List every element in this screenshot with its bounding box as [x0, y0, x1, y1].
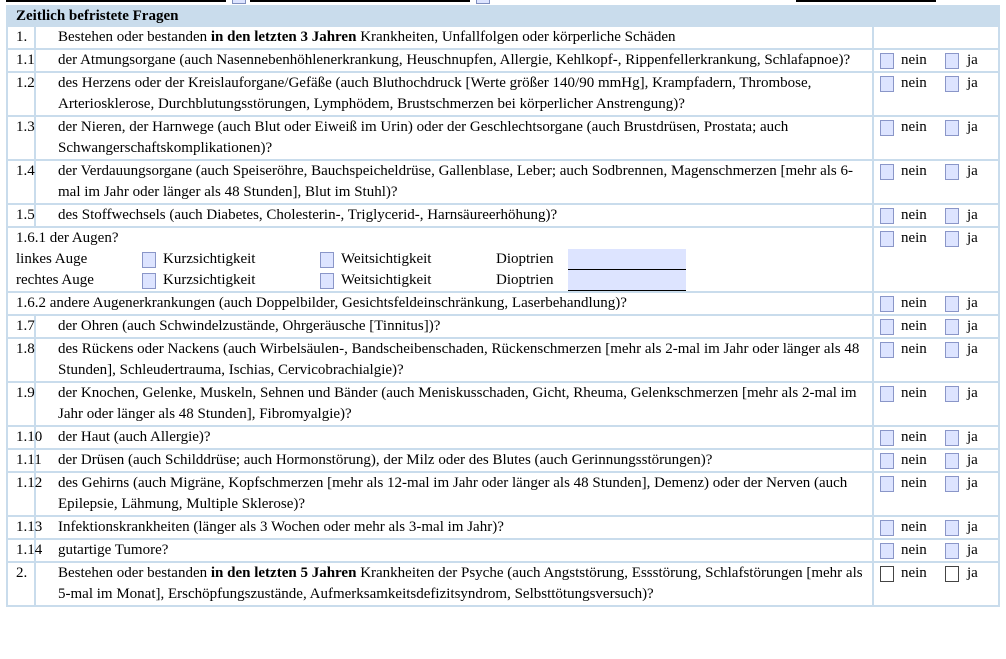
question-number: 1.13 — [7, 516, 35, 539]
diopters-label: Dioptrien — [496, 272, 554, 288]
question-number: 2. — [7, 562, 35, 606]
question-text: der Verdauungsorgane (auch Speiseröhre, Bauchspeicheldrüse, Gallenblase, Leber; auch Sodbrennen, Magenschmerzen [mehr als 6-mal im Jahr oder länger als 48 Stunden], Blut im Stuhl)? — [35, 160, 873, 204]
yes-label: ja — [966, 295, 978, 311]
no-checkbox[interactable] — [880, 543, 894, 559]
question-text: des Stoffwechsels (auch Diabetes, Cholesterin-, Triglycerid-, Harnsäureerhöhung)? — [35, 204, 873, 227]
answer-cell — [873, 449, 999, 472]
question-text: der Knochen, Gelenke, Muskeln, Sehnen und Bänder (auch Meniskusschaden, Gicht, Rheuma, Gelenkschmerzen [mehr als 2-mal im Jahr oder länger als 48 Stunden], Fibromyalgie)? — [35, 382, 873, 426]
question-number: 1.2 — [7, 72, 35, 116]
question-text: Infektionskrankheiten (länger als 3 Wochen oder mehr als 3-mal im Jahr)? — [35, 516, 873, 539]
no-checkbox[interactable] — [880, 76, 894, 92]
no-checkbox[interactable] — [880, 342, 894, 358]
question-row — [7, 449, 999, 472]
answer-cell — [873, 382, 999, 426]
question-text: der Ohren (auch Schwindelzustände, Ohrgeräusche [Tinnitus])? — [35, 315, 873, 338]
no-checkbox[interactable] — [880, 296, 894, 312]
question-text: gutartige Tumore? — [35, 539, 873, 562]
question-text: des Gehirns (auch Migräne, Kopfschmerzen [mehr als 12-mal im Jahr oder länger als 48 Stunden], Demenz) oder der Nerven (auch Epilepsie, Lähmung, Multiple Sklerose)? — [35, 472, 873, 516]
right-eye-label: rechtes Auge — [16, 272, 94, 288]
yes-label: ja — [966, 52, 978, 68]
question-row — [7, 382, 999, 426]
yes-checkbox[interactable] — [945, 208, 959, 224]
yes-checkbox[interactable] — [945, 566, 959, 582]
no-checkbox[interactable] — [880, 231, 894, 247]
question-number: 1.4 — [7, 160, 35, 204]
no-label: nein — [900, 429, 927, 445]
no-checkbox[interactable] — [880, 53, 894, 69]
partial-checkbox[interactable] — [232, 0, 246, 4]
right-diopters-input[interactable] — [568, 270, 686, 291]
yes-checkbox[interactable] — [945, 296, 959, 312]
question-row — [7, 472, 999, 516]
yes-label: ja — [966, 429, 978, 445]
answer-cell — [873, 227, 999, 292]
yes-checkbox[interactable] — [945, 76, 959, 92]
answer-cell — [873, 292, 999, 315]
question-text: Bestehen oder bestanden in den letzten 3 Jahren Krankheiten, Unfallfolgen oder körperliche Schäden — [35, 26, 873, 49]
no-label: nein — [900, 295, 927, 311]
question-text: der Drüsen (auch Schilddrüse; auch Hormonstörung), der Milz oder des Blutes (auch Gerinnungsstörungen)? — [35, 449, 873, 472]
no-checkbox[interactable] — [880, 520, 894, 536]
yes-label: ja — [966, 207, 978, 223]
question-number: 1.5 — [7, 204, 35, 227]
hyperopia-label: Weitsichtigkeit — [341, 272, 432, 288]
no-checkbox[interactable] — [880, 476, 894, 492]
yes-checkbox[interactable] — [945, 53, 959, 69]
diopters-label: Dioptrien — [496, 251, 554, 267]
answer-cell — [873, 72, 999, 116]
question-text: der Nieren, der Harnwege (auch Blut oder Eiweiß im Urin) oder der Geschlechtsorgane (auch Brustdrüsen, Prostata; auch Schwangerschaftskomplikationen)? — [35, 116, 873, 160]
yes-checkbox[interactable] — [945, 543, 959, 559]
partial-checkbox[interactable] — [476, 0, 490, 4]
question-number: 1.11 — [7, 449, 35, 472]
yes-checkbox[interactable] — [945, 120, 959, 136]
yes-label: ja — [966, 475, 978, 491]
question-row — [7, 539, 999, 562]
question-number: 1.8 — [7, 338, 35, 382]
answer-cell — [873, 338, 999, 382]
no-checkbox[interactable] — [880, 164, 894, 180]
right-myopia-checkbox[interactable] — [142, 273, 156, 289]
yes-checkbox[interactable] — [945, 476, 959, 492]
question-row — [7, 292, 999, 315]
yes-label: ja — [966, 565, 978, 581]
question-number: 1.6.1 — [16, 230, 46, 246]
question-number: 1.1 — [7, 49, 35, 72]
eyes-question — [7, 227, 873, 292]
answer-cell — [873, 49, 999, 72]
section-title: Zeitlich befristete Fragen — [7, 6, 999, 26]
left-diopters-input[interactable] — [568, 249, 686, 270]
yes-label: ja — [966, 519, 978, 535]
myopia-label: Kurzsichtigkeit — [163, 251, 256, 267]
no-label: nein — [900, 385, 927, 401]
no-label: nein — [900, 207, 927, 223]
yes-checkbox[interactable] — [945, 430, 959, 446]
question-row — [7, 204, 999, 227]
no-label: nein — [900, 565, 927, 581]
no-label: nein — [900, 475, 927, 491]
no-label: nein — [900, 341, 927, 357]
left-myopia-checkbox[interactable] — [142, 252, 156, 268]
myopia-label: Kurzsichtigkeit — [163, 272, 256, 288]
answer-cell — [873, 426, 999, 449]
question-row — [7, 338, 999, 382]
answer-cell — [873, 472, 999, 516]
no-checkbox[interactable] — [880, 453, 894, 469]
yes-checkbox[interactable] — [945, 453, 959, 469]
question-text: 1.6.2 andere Augenerkrankungen (auch Doppelbilder, Gesichtsfeldeinschränkung, Laserbehandlung)? — [7, 292, 873, 315]
no-label: nein — [900, 452, 927, 468]
hyperopia-label: Weitsichtigkeit — [341, 251, 432, 267]
question-text: des Herzens oder der Kreislauforgane/Gefäße (auch Bluthochdruck [Werte größer 140/90 mmHg], Krampfadern, Thrombose, Arteriosklerose, Durchblutungsstörungen, Lymphödem, Brustschmerzen bei körperlicher Anstrengung)? — [35, 72, 873, 116]
question-number: 1.7 — [7, 315, 35, 338]
no-label: nein — [900, 542, 927, 558]
answer-cell — [873, 315, 999, 338]
divider — [6, 0, 226, 2]
question-number: 1.14 — [7, 539, 35, 562]
question-text: der Atmungsorgane (auch Nasennebenhöhlenerkrankung, Heuschnupfen, Allergie, Kehlkopf-, Rippenfellerkrankung, Schlafapnoe)? — [35, 49, 873, 72]
question-row — [7, 315, 999, 338]
answer-cell — [873, 204, 999, 227]
question-row-1 — [7, 26, 999, 49]
left-eye-label: linkes Auge — [16, 251, 88, 267]
right-hyperopia-checkbox[interactable] — [320, 273, 334, 289]
no-label: nein — [900, 52, 927, 68]
yes-label: ja — [966, 318, 978, 334]
divider — [796, 0, 936, 2]
answer-cell — [873, 160, 999, 204]
no-label: nein — [900, 75, 927, 91]
yes-checkbox[interactable] — [945, 164, 959, 180]
yes-label: ja — [966, 163, 978, 179]
answer-cell — [873, 516, 999, 539]
question-text: Bestehen oder bestanden in den letzten 5 Jahren Krankheiten der Psyche (auch Angststörung, Essstörung, Schlafstörungen [mehr als 5-mal im Monat], Erschöpfungszustände, Aufmerksamkeitsdefizitsyndrom, Selbsttötungsversuch)? — [35, 562, 873, 606]
question-number: 1.10 — [7, 426, 35, 449]
section-header-row — [7, 6, 999, 26]
no-label: nein — [900, 318, 927, 334]
question-row — [7, 72, 999, 116]
no-label: nein — [900, 163, 927, 179]
yes-checkbox[interactable] — [945, 520, 959, 536]
answer-cell — [873, 562, 999, 606]
yes-label: ja — [966, 452, 978, 468]
question-row — [7, 426, 999, 449]
health-questions-table — [6, 5, 1000, 607]
question-text: der Augen? — [49, 230, 119, 246]
no-checkbox[interactable] — [880, 430, 894, 446]
yes-label: ja — [966, 119, 978, 135]
no-checkbox[interactable] — [880, 566, 894, 582]
question-text: der Haut (auch Allergie)? — [35, 426, 873, 449]
answer-cell-empty — [873, 26, 999, 49]
left-eye-row — [16, 249, 868, 270]
yes-label: ja — [966, 542, 978, 558]
yes-checkbox[interactable] — [945, 231, 959, 247]
question-row — [7, 49, 999, 72]
question-row — [7, 116, 999, 160]
question-number: 1. — [7, 26, 35, 49]
yes-label: ja — [966, 341, 978, 357]
yes-label: ja — [966, 230, 978, 246]
yes-checkbox[interactable] — [945, 386, 959, 402]
answer-cell — [873, 116, 999, 160]
question-row-eyes — [7, 227, 999, 292]
no-label: nein — [900, 230, 927, 246]
question-number: 1.12 — [7, 472, 35, 516]
question-row — [7, 516, 999, 539]
question-row — [7, 160, 999, 204]
question-row-2 — [7, 562, 999, 606]
left-hyperopia-checkbox[interactable] — [320, 252, 334, 268]
question-text: des Rückens oder Nackens (auch Wirbelsäulen-, Bandscheibenschaden, Rückenschmerzen [mehr als 2-mal im Jahr oder länger als 48 Stunden], Schleudertrauma, Ischias, Cervicobrachialgie)? — [35, 338, 873, 382]
divider — [250, 0, 470, 2]
answer-cell — [873, 539, 999, 562]
yes-label: ja — [966, 75, 978, 91]
no-checkbox[interactable] — [880, 208, 894, 224]
no-label: nein — [900, 519, 927, 535]
no-checkbox[interactable] — [880, 319, 894, 335]
no-checkbox[interactable] — [880, 386, 894, 402]
yes-checkbox[interactable] — [945, 319, 959, 335]
yes-label: ja — [966, 385, 978, 401]
question-number: 1.9 — [7, 382, 35, 426]
right-eye-row — [16, 270, 868, 291]
yes-checkbox[interactable] — [945, 342, 959, 358]
no-label: nein — [900, 119, 927, 135]
no-checkbox[interactable] — [880, 120, 894, 136]
question-number: 1.3 — [7, 116, 35, 160]
